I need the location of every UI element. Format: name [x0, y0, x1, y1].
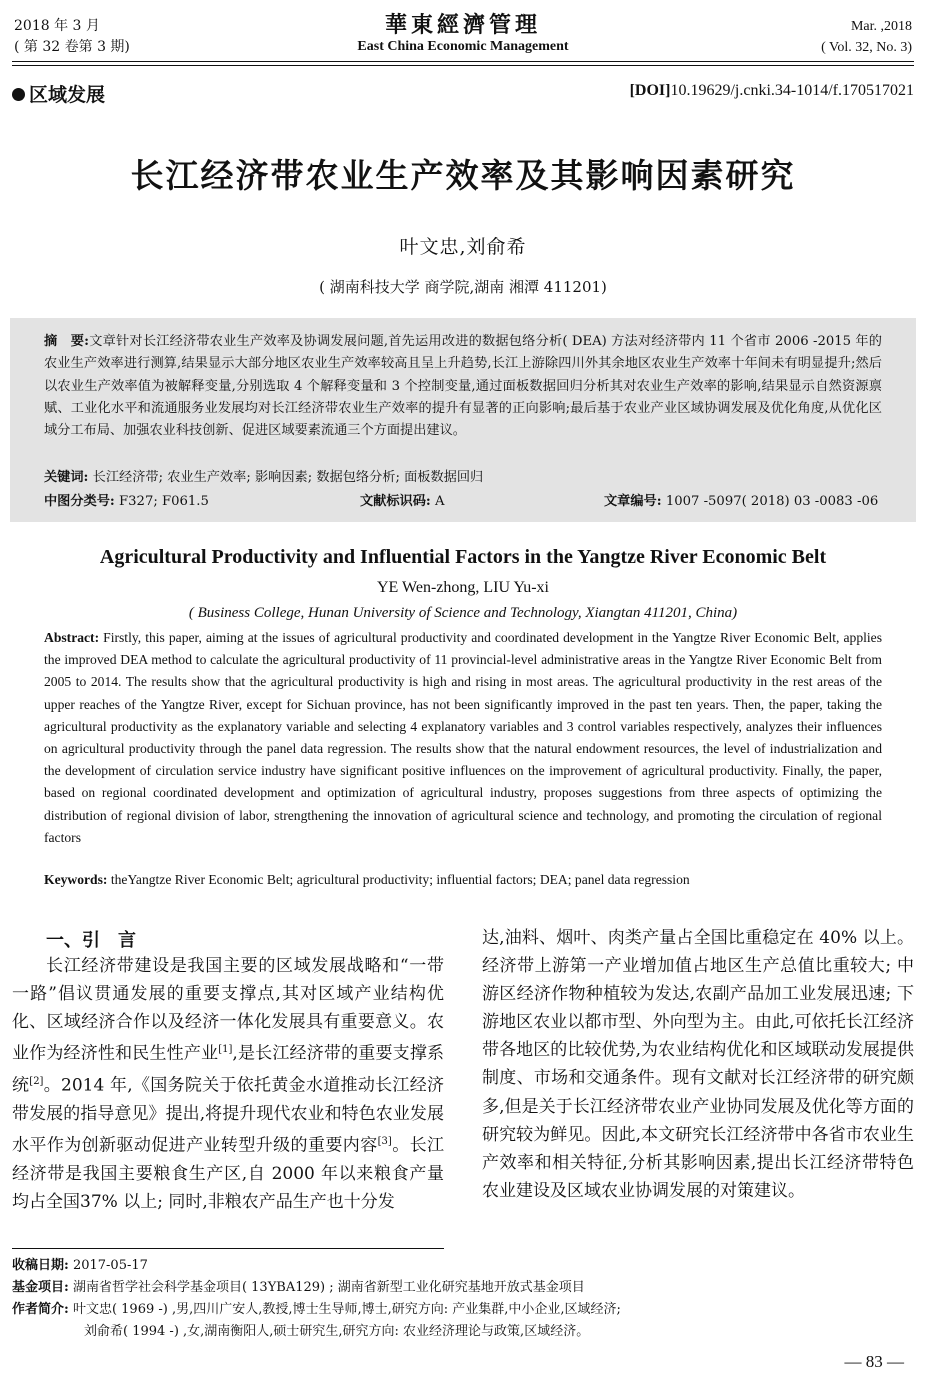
bullet-dot-icon [12, 88, 25, 101]
abstract-en-text: Firstly, this paper, aiming at the issues of agricultural productivity and coordinated development in the Yangtze River Economic Belt, applies the improved DEA method to calculate the agricultural productivity of 11 provincial-level administrative areas in the Yangtze River Economic Belt from 2005 to 2014. The results show that the agricultural productivity is high and rising in most areas. The agricultural productivity in the rest areas of the upper reaches of the Yangtze River, except for Sichuan province, has not been significantly improved in the past ten years. Then, the paper, taking the agricultural productivity as the explanatory variable and selecting 4 explanatory variables and 3 control variables respectively, analyzes their influences on agricultural productivity through the panel data regression. The results show that the natural endowment resources, the level of industrialization and the development of circulation service industry have significant positive influences on the improvement of agricultural productivity. Finally, the paper, based on regional coordinated development and optimization of agricultural industry, proposes suggestions from three aspects of optimizing the distribution of regional division of labor, strengthening the innovation of agricultural science and technology, and promoting the circulation of regional factors [44, 630, 882, 845]
citation-ref-3[interactable]: [3] [377, 1135, 392, 1147]
section-label-text: 区域发展 [29, 84, 106, 106]
clc-field [44, 490, 209, 509]
section-label [12, 80, 105, 107]
footnote-received [12, 1256, 148, 1276]
body-left-text-2: ,是长江经济带的重要支撑系统 [12, 1043, 445, 1096]
citation-ref-2[interactable]: [2] [29, 1076, 44, 1088]
keywords-cn-text: 长江经济带; 农业生产效率; 影响因素; 数据包络分析; 面板数据回归 [92, 470, 484, 485]
citation-ref-1[interactable]: [1] [218, 1044, 233, 1056]
footnote-fund [12, 1278, 585, 1298]
abstract-cn-text: 文章针对长江经济带农业生产效率及协调发展问题,首先运用改进的数据包络分析( DEA) 方法对经济带内 11 个省市 2006 -2015 年的农业生产效率进行测算,结果显示大部分地区农业生产效率较高且呈上升趋势,长江上游除四川外其余地区农业生产效率十年间未有明显提升;然后以农业生产效率值为被解释变量,分别选取 4 个解释变量和 3 个控制变量,通过面板数据回归分析其对农业生产效率的影响,结果显示自然资源禀赋、工业化水平和流通服务业发展均对长江经济带农业生产效率的提升有显著的正向影响;最后基于农业产业区域协调发展及优化角度,从优化区域分工布局、加强农业科技创新、促进区域要素流通三个方面提出建议。 [44, 334, 882, 439]
received-label: 收稿日期: [12, 1258, 69, 1273]
body-column-right: 达,油料、烟叶、肉类产量占全国比重稳定在 40% 以上。经济带上游第一产业增加值占地区生产总值比重较大; 中游区经济作物种植较为发达,农副产品加工业发展迅速; 下游地区农业以都市型、外向型为主。由此,可依托长江经济带各地区的比较优势,为农业结构优化和区域联动发展提供制度、市场和交通条件。现有文献对长江经济带的研究颇多,但是关于长江经济带农业产业协同发展及优化等方面的研究较为鲜见。因此,本文研究长江经济带中各省市农业生产效率和相关特征,分析其影响因素,提出长江经济带特色农业建设及区域农业协调发展的对策建议。 [482, 928, 914, 1201]
article-no-label: 文章编号: [604, 494, 662, 509]
authors-en: YE Wen-zhong, LIU Yu-xi [376, 579, 549, 596]
body-left-text-3: 。2014 年,《国务院关于依托黄金水道推动长江经济带发展的指导意见》提出,将提升现代农业和特色农业发展水平作为创新驱动促进产业转型升级的重要内容 [12, 1075, 444, 1156]
journal-title-cn: 華東經濟管理 [384, 12, 541, 38]
abstract-en-label: Abstract: [44, 630, 100, 645]
body-left-text-1: 长江经济带建设是我国主要的区域发展战略和“一带一路”倡议贯通发展的重要支撑点,其对区域产业结构优化、区域经济合作以及经济一体化发展具有重要意义。农业作为经济性和民生性产业 [12, 956, 444, 1064]
header-date-cn: 2018 年 3 月 [14, 18, 100, 34]
doc-code-field [360, 490, 445, 509]
abstract-cn [44, 331, 882, 442]
doi-line[interactable] [630, 82, 914, 100]
header-volume-cn: ( 第 32 卷第 3 期) [14, 39, 130, 55]
authors-cn: 叶文忠,刘俞希 [399, 236, 527, 258]
doi-value: 10.19629/j.cnki.34-1014/f.170517021 [670, 82, 914, 99]
journal-title-en: East China Economic Management [357, 39, 569, 54]
page-number: — 83 — [844, 1352, 904, 1371]
section-heading-intro: 一、引 言 [46, 930, 136, 951]
bio-label: 作者简介: [12, 1302, 69, 1317]
header-date-en: Mar. ,2018 [850, 19, 912, 34]
header-rule-thick [12, 61, 914, 62]
abstract-cn-label: 摘 要: [44, 334, 90, 349]
affiliation-cn: ( 湖南科技大学 商学院,湖南 湘潭 411201) [319, 278, 607, 296]
clc-value: F327; F061.5 [119, 494, 209, 509]
footnote-bio-1 [12, 1300, 621, 1320]
article-title-en: Agricultural Productivity and Influential Factors in the Yangtze River Economic Belt [99, 546, 827, 568]
article-no-field [604, 490, 878, 509]
received-date: 2017-05-17 [72, 1258, 148, 1273]
keywords-cn-label: 关键词: [44, 470, 89, 485]
header-issue-en [821, 16, 912, 58]
article-no-value: 1007 -5097( 2018) 03 -0083 -06 [665, 494, 879, 509]
header-rule-thin [12, 65, 914, 66]
doc-code-label: 文献标识码: [360, 494, 431, 509]
fund-text: 湖南省哲学社会科学基金项目( 13YBA129) ; 湖南省新型工业化研究基地开放式基金项目 [72, 1280, 585, 1295]
doc-code-value: A [435, 494, 445, 509]
footnote-bio-2: 刘俞希( 1994 -) ,女,湖南衡阳人,硕士研究生,研究方向: 农业经济理论与政策,区域经济。 [84, 1324, 590, 1339]
body-left-text-4: 。长江经济带是我国主要粮食生产区,自 2000 年以来粮食产量均占全国37% 以上; 同时,非粮农产品生产也十分发 [12, 1135, 445, 1212]
fund-label: 基金项目: [12, 1280, 69, 1295]
bio-text-1: 叶文忠( 1969 -) ,男,四川广安人,教授,博士生导师,博士,研究方向: 产业集群,中小企业,区域经济; [72, 1302, 621, 1317]
footnote-rule [12, 1248, 444, 1249]
header-volume-en: ( Vol. 32, No. 3) [821, 40, 912, 55]
doi-tag: [DOI] [629, 82, 671, 99]
abstract-en [44, 627, 882, 849]
article-title-cn: 长江经济带农业生产效率及其影响因素研究 [130, 156, 796, 195]
keywords-en-text: theYangtze River Economic Belt; agricultural productivity; influential factors; DEA; panel data regression [110, 872, 690, 887]
keywords-cn [44, 466, 483, 485]
clc-label: 中图分类号: [44, 494, 115, 509]
body-column-left [12, 952, 444, 1216]
journal-masthead [0, 12, 926, 56]
keywords-en [44, 872, 690, 888]
affiliation-en: ( Business College, Hunan University of Science and Technology, Xiangtan 411201, China) [188, 605, 738, 621]
keywords-en-label: Keywords: [44, 872, 108, 887]
